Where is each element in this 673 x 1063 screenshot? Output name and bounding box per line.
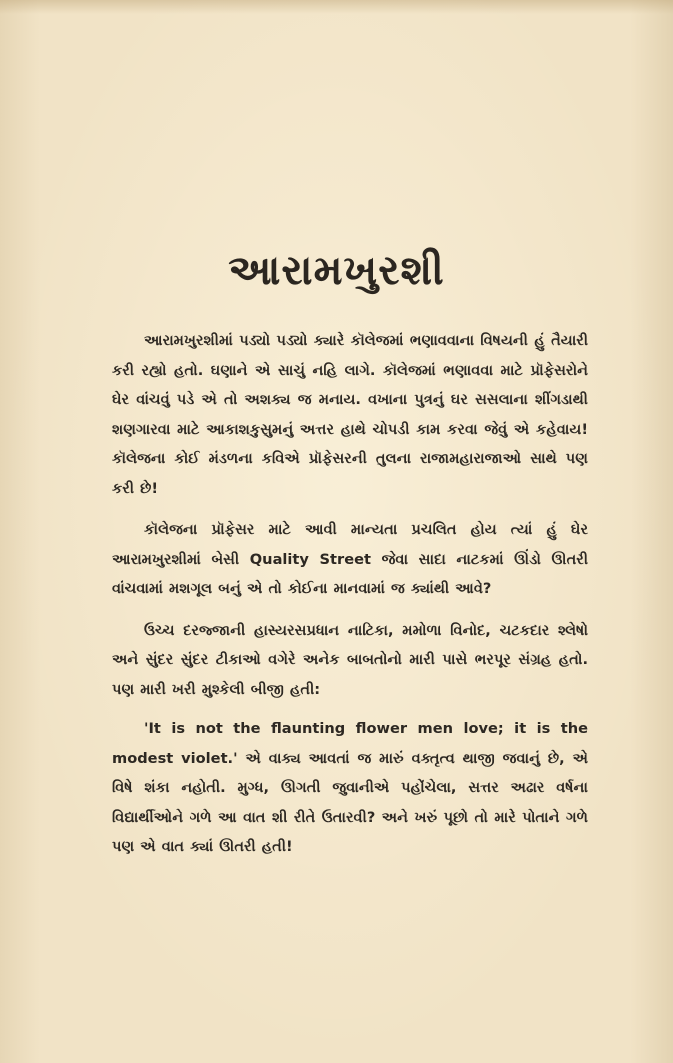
chapter-body	[112, 326, 588, 874]
page-top-edge	[0, 0, 673, 14]
paragraph-4: 'It is not the flaunting flower men love; it is the modest violet.' એ વાક્ય આવતાં જ મારું વક્તૃત્વ થાજી જવાનું છે, એ વિષે શંકા નહોતી. મુગ્ધ, ઊગતી જુવાનીએ પહોંચેલા, સત્તર અઢાર વર્ષના વિદ્યાર્થીઓને ગળે આ વાત શી રીતે ઉતારવી? અને ખરું પૂછો તો મારે પોતાને ગળે પણ એ વાત ક્યાં ઊતરી હતી!	[112, 720, 588, 855]
chapter-title: આરામખુરશી	[228, 246, 445, 294]
paragraph-1: આરામખુરશીમાં પડ્યો પડ્યો ક્યારે કૉલેજમાં ભણાવવાના વિષયની હું તૈયારી કરી રહ્યો હતો. ઘણાને એ સાચું નહિ લાગે. કૉલેજમાં ભણાવવા માટે પ્રૉફેસરોને ઘેર વાંચવું પડે એ તો અશક્ય જ મનાય. વખાના પુત્રનું ઘર સસલાના શીંગડાથી શણગારવા માટે આકાશકુસુમનું અત્તર હાથે ચોપડી કામ કરવા જેવું એ કહેવાય! કૉલેજના કોઈ મંડળના કવિએ પ્રૉફેસરની તુલના રાજામહારાજાઓ સાથે પણ કરી છે!	[112, 332, 588, 497]
paragraph-2: કૉલેજના પ્રૉફેસર માટે આવી માન્યતા પ્રચલિત હોય ત્યાં હું ઘેર આરામખુરશીમાં બેસી Quality Street જેવા સાદા નાટકમાં ઊંડો ઊતરી વાંચવામાં મશગૂલ બનું એ તો કોઈના માનવામાં જ ક્યાંથી આવે?	[112, 521, 588, 597]
paragraph-3: ઉચ્ચ દરજ્જાની હાસ્યરસપ્રધાન નાટિકા, મમોળા વિનોદ, ચટકદાર શ્લેષો અને સુંદર સુંદર ટીકાઓ વગેરે અનેક બાબતોનો મારી પાસે ભરપૂર સંગ્રહ હતો. પણ મારી ખરી મુશ્કેલી બીજી હતી:	[112, 621, 588, 698]
